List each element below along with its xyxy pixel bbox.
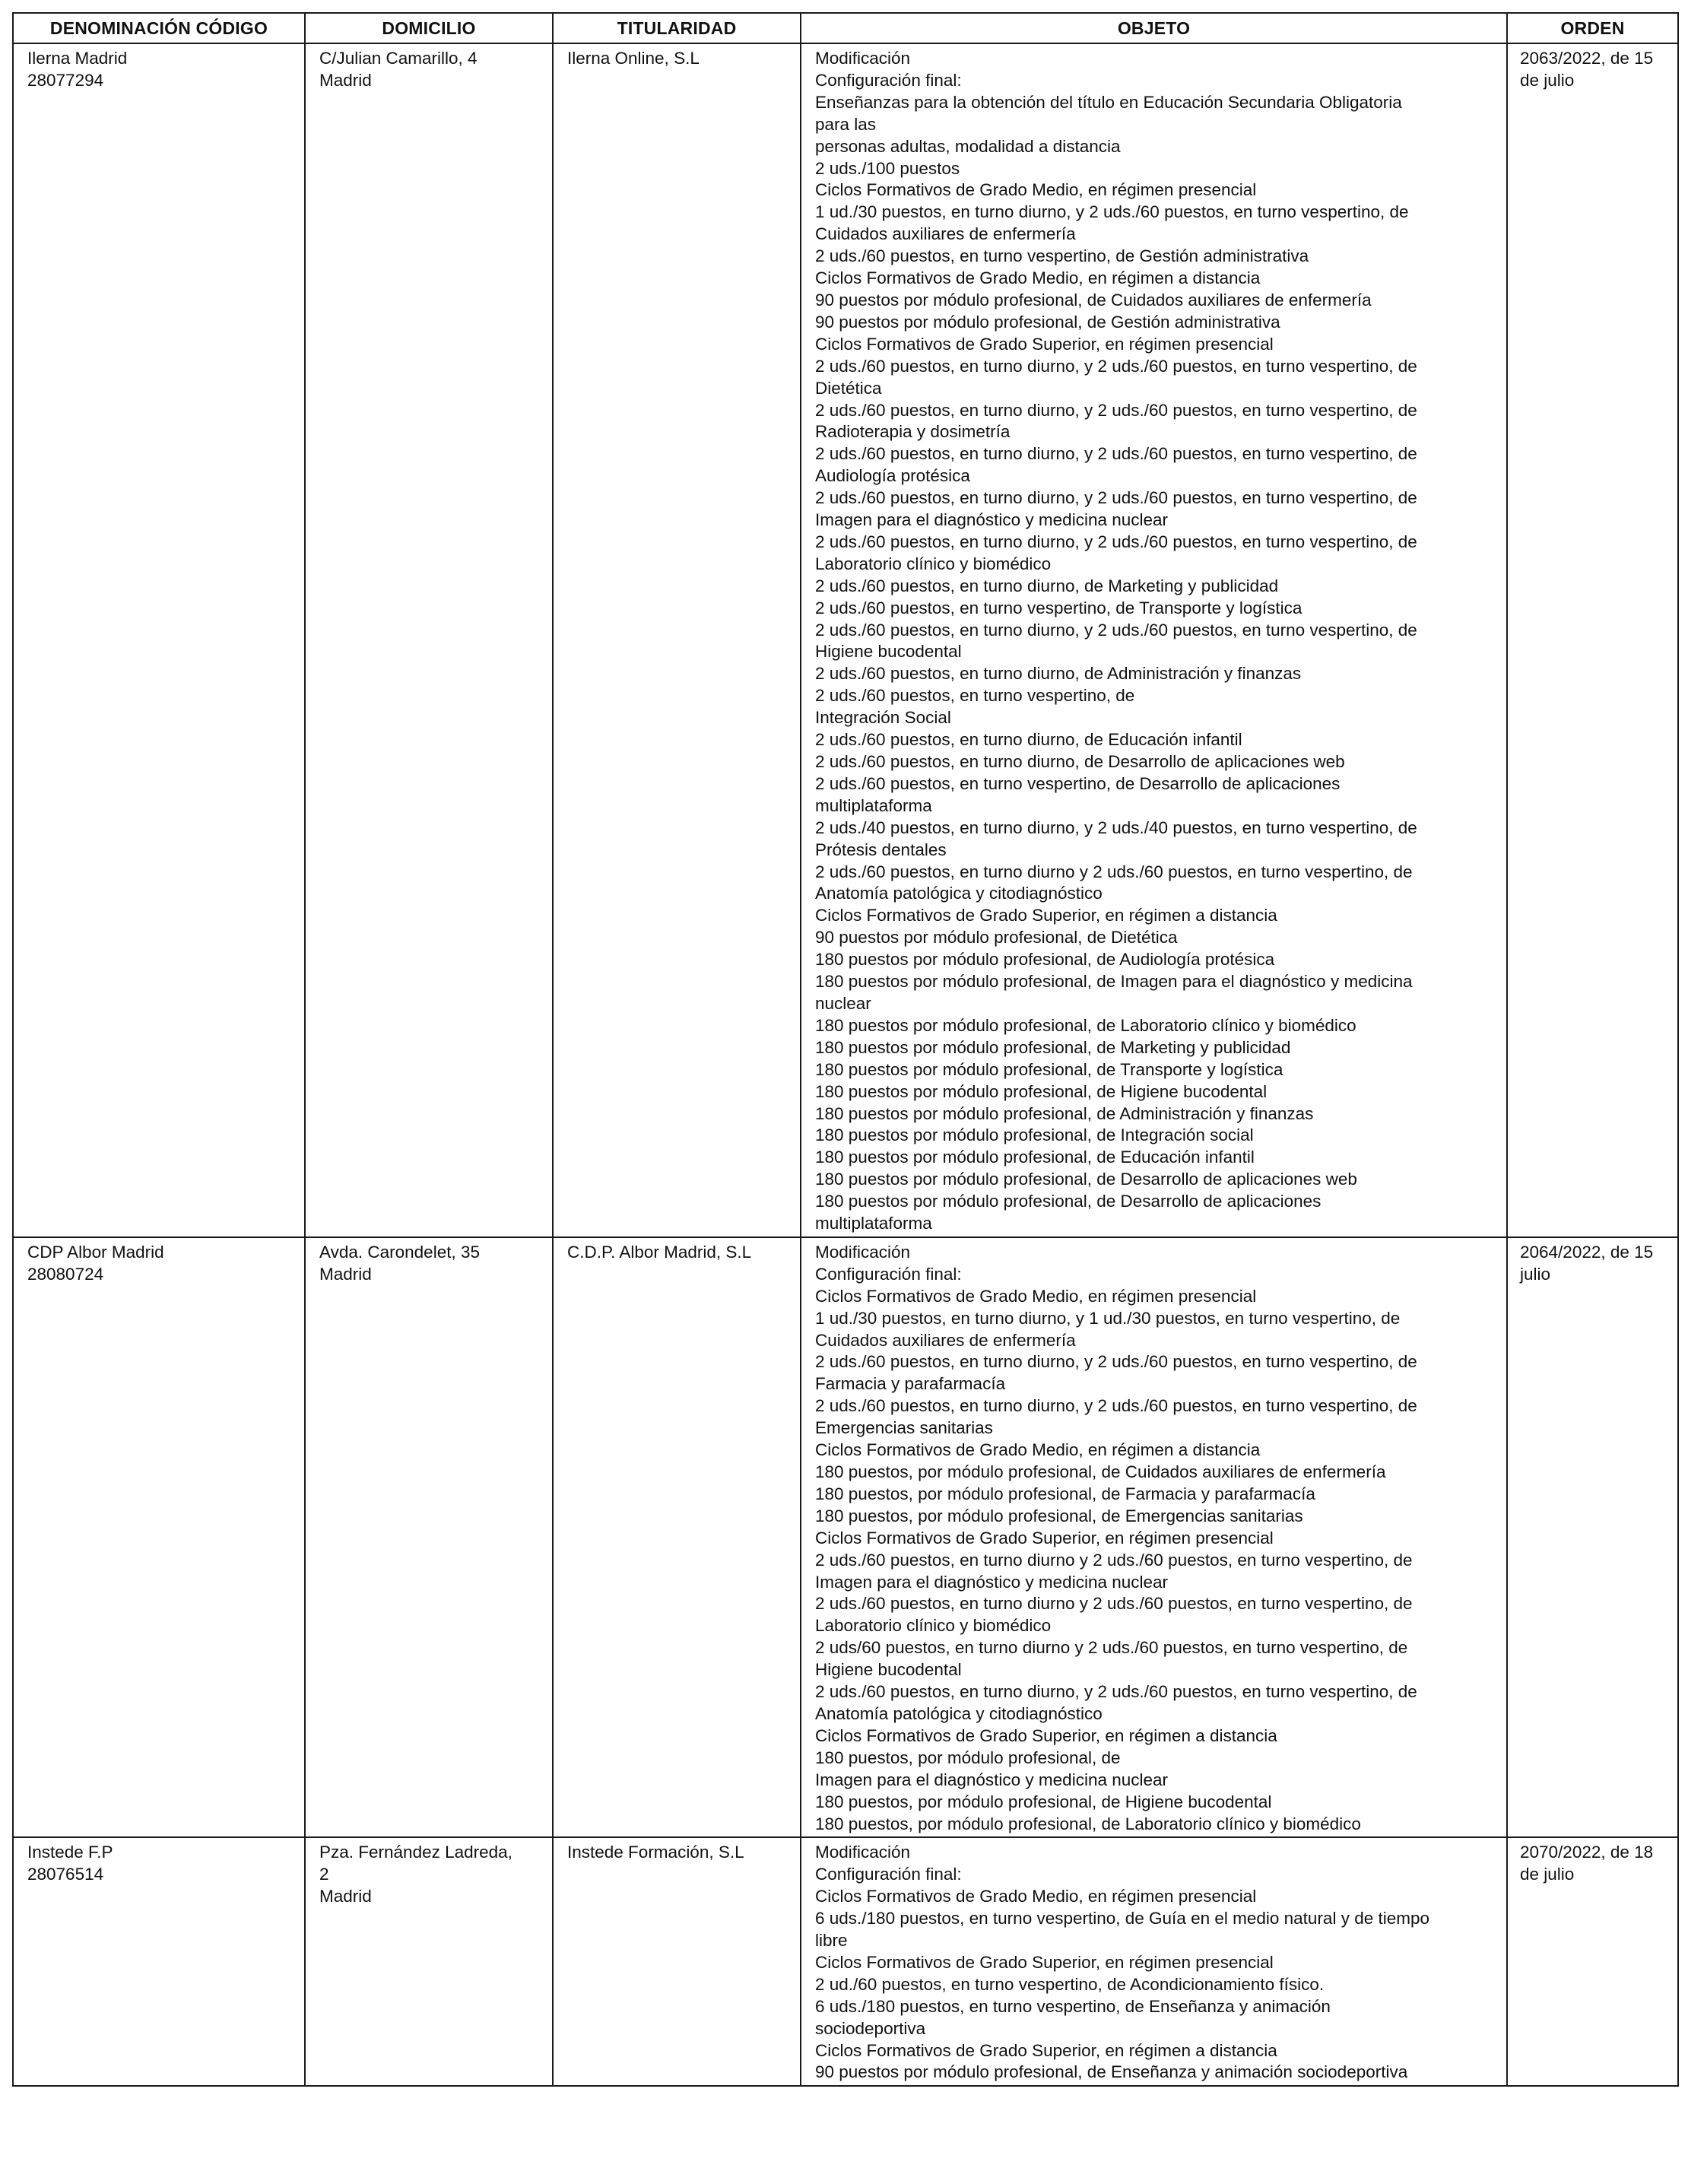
objeto-line: personas adultas, modalidad a distancia: [815, 136, 1121, 156]
titularidad-text: Instede Formación, S.L: [567, 1843, 744, 1862]
codigo-text: 28080724: [27, 1264, 104, 1284]
cell-objeto: [801, 1837, 1507, 2086]
domicilio-line: Avda. Carondelet, 35: [319, 1242, 480, 1262]
objeto-line: 2 uds./60 puestos, en turno diurno, y 2 uds./60 puestos, en turno vespertino, de: [815, 620, 1417, 640]
objeto-line: 90 puestos por módulo profesional, de Dietética: [815, 928, 1178, 948]
objeto-line: Cuidados auxiliares de enfermería: [815, 224, 1076, 244]
objeto-line: Imagen para el diagnóstico y medicina nuclear: [815, 510, 1169, 530]
objeto-line: 180 puestos por módulo profesional, de Administración y finanzas: [815, 1103, 1314, 1123]
domicilio-line: Madrid: [319, 1887, 372, 1906]
objeto-line: Enseñanzas para la obtención del título en Educación Secundaria Obligatoria: [815, 92, 1402, 112]
objeto-line: libre: [815, 1931, 848, 1951]
objeto-line: Emergencias sanitarias: [815, 1418, 993, 1438]
objeto-line: 180 puestos por módulo profesional, de Transporte y logística: [815, 1059, 1283, 1079]
objeto-line: 2 uds./60 puestos, en turno diurno y 2 uds./60 puestos, en turno vespertino, de: [815, 1594, 1413, 1614]
objeto-line: Dietética: [815, 378, 882, 398]
objeto-line: 180 puestos por módulo profesional, de Higiene bucodental: [815, 1081, 1268, 1101]
centers-table: [12, 12, 1679, 2087]
objeto-line: Anatomía patológica y citodiagnóstico: [815, 1703, 1103, 1723]
table-row: [13, 1237, 1678, 1837]
objeto-line: Ciclos Formativos de Grado Medio, en régimen presencial: [815, 180, 1257, 200]
objeto-line: Ciclos Formativos de Grado Superior, en régimen presencial: [815, 334, 1274, 354]
cell-orden: [1507, 1837, 1678, 2086]
cell-titularidad: [553, 43, 801, 1237]
objeto-line: Ciclos Formativos de Grado Medio, en régimen presencial: [815, 1286, 1257, 1306]
objeto-line: Ciclos Formativos de Grado Medio, en régimen presencial: [815, 1887, 1257, 1906]
objeto-line: 2 uds./60 puestos, en turno diurno, y 2 uds./60 puestos, en turno vespertino, de: [815, 1396, 1417, 1416]
objeto-line: 90 puestos por módulo profesional, de Gestión administrativa: [815, 312, 1280, 332]
objeto-line: 180 puestos por módulo profesional, de Educación infantil: [815, 1148, 1255, 1167]
objeto-line: 180 puestos, por módulo profesional, de Emergencias sanitarias: [815, 1506, 1303, 1525]
objeto-line: 2 uds./100 puestos: [815, 158, 960, 178]
objeto-line: Modificación: [815, 1242, 911, 1262]
objeto-line: nuclear: [815, 993, 871, 1013]
domicilio-line: Pza. Fernández Ladreda,: [319, 1843, 512, 1862]
objeto-line: multiplataforma: [815, 1214, 932, 1233]
objeto-line: 180 puestos por módulo profesional, de Desarrollo de aplicaciones: [815, 1192, 1322, 1211]
objeto-line: 180 puestos por módulo profesional, de Desarrollo de aplicaciones web: [815, 1170, 1357, 1189]
document-page: [12, 12, 1677, 2087]
objeto-line: Configuración final:: [815, 1264, 962, 1284]
objeto-line: Audiología protésica: [815, 466, 970, 486]
objeto-line: 2 uds./60 puestos, en turno diurno, de Desarrollo de aplicaciones web: [815, 752, 1345, 771]
objeto-line: 180 puestos por módulo profesional, de Laboratorio clínico y biomédico: [815, 1015, 1356, 1035]
objeto-line: Radioterapia y dosimetría: [815, 422, 1011, 442]
objeto-line: Ciclos Formativos de Grado Superior, en régimen a distancia: [815, 1725, 1277, 1745]
objeto-line: Imagen para el diagnóstico y medicina nuclear: [815, 1572, 1169, 1592]
orden-text: 2070/2022, de 18 de julio: [1520, 1843, 1654, 1884]
cell-denominacion-codigo: [13, 43, 305, 1237]
objeto-line: 2 uds./60 puestos, en turno diurno y 2 uds./60 puestos, en turno vespertino, de: [815, 1550, 1413, 1570]
objeto-line: para las: [815, 114, 877, 134]
objeto-line: 180 puestos por módulo profesional, de Imagen para el diagnóstico y medicina: [815, 972, 1413, 992]
objeto-line: Ciclos Formativos de Grado Superior, en régimen a distancia: [815, 2040, 1277, 2060]
objeto-line: Anatomía patológica y citodiagnóstico: [815, 884, 1103, 903]
objeto-line: Integración Social: [815, 708, 951, 728]
cell-titularidad: [553, 1837, 801, 2086]
objeto-line: 1 ud./30 puestos, en turno diurno, y 1 ud./30 puestos, en turno vespertino, de: [815, 1308, 1401, 1328]
table-row: [13, 43, 1678, 1237]
objeto-line: 2 uds./60 puestos, en turno diurno, y 2 uds./60 puestos, en turno vespertino, de: [815, 532, 1417, 551]
codigo-text: 28077294: [27, 70, 104, 90]
cell-denominacion-codigo: [13, 1237, 305, 1837]
denominacion-text: Ilerna Madrid: [27, 49, 128, 68]
objeto-line: 2 uds./60 puestos, en turno vespertino, de Transporte y logística: [815, 598, 1302, 617]
domicilio-line: Madrid: [319, 1264, 372, 1284]
cell-domicilio: [305, 1837, 553, 2086]
objeto-line: 2 uds./60 puestos, en turno vespertino, de Gestión administrativa: [815, 246, 1309, 266]
objeto-line: 2 uds/60 puestos, en turno diurno y 2 uds./60 puestos, en turno vespertino, de: [815, 1638, 1408, 1658]
objeto-line: 180 puestos, por módulo profesional, de Farmacia y parafarmacía: [815, 1484, 1315, 1503]
objeto-line: Configuración final:: [815, 1865, 962, 1884]
cell-orden: [1507, 1237, 1678, 1837]
header-orden: ORDEN: [1507, 13, 1678, 43]
objeto-line: 1 ud./30 puestos, en turno diurno, y 2 uds./60 puestos, en turno vespertino, de: [815, 202, 1409, 222]
orden-text: 2064/2022, de 15 julio: [1520, 1242, 1654, 1284]
objeto-line: Ciclos Formativos de Grado Superior, en régimen a distancia: [815, 906, 1277, 925]
codigo-text: 28076514: [27, 1865, 104, 1884]
denominacion-text: Instede F.P: [27, 1843, 113, 1862]
objeto-line: 2 uds./60 puestos, en turno diurno y 2 uds./60 puestos, en turno vespertino, de: [815, 862, 1413, 881]
objeto-line: Ciclos Formativos de Grado Superior, en régimen presencial: [815, 1952, 1274, 1972]
domicilio-line: C/Julian Camarillo, 4: [319, 49, 478, 68]
cell-domicilio: [305, 1237, 553, 1837]
orden-text: 2063/2022, de 15 de julio: [1520, 49, 1654, 90]
objeto-line: 6 uds./180 puestos, en turno vespertino, de Guía en el medio natural y de tiempo: [815, 1909, 1430, 1928]
objeto-line: Modificación: [815, 49, 911, 68]
objeto-line: Ciclos Formativos de Grado Superior, en régimen presencial: [815, 1528, 1274, 1548]
objeto-line: 180 puestos por módulo profesional, de Audiología protésica: [815, 950, 1275, 970]
objeto-line: 180 puestos por módulo profesional, de Marketing y publicidad: [815, 1037, 1291, 1057]
objeto-line: Ciclos Formativos de Grado Medio, en régimen a distancia: [815, 1440, 1261, 1460]
table-row: [13, 1837, 1678, 2086]
objeto-line: Higiene bucodental: [815, 1660, 962, 1680]
objeto-line: 2 uds./60 puestos, en turno diurno, y 2 uds./60 puestos, en turno vespertino, de: [815, 444, 1417, 464]
objeto-line: 2 uds./60 puestos, en turno diurno, y 2 uds./60 puestos, en turno vespertino, de: [815, 1682, 1417, 1702]
cell-objeto: [801, 43, 1507, 1237]
objeto-line: 2 uds./60 puestos, en turno diurno, de Administración y finanzas: [815, 664, 1302, 684]
cell-denominacion-codigo: [13, 1837, 305, 2086]
objeto-line: 2 uds./60 puestos, en turno diurno, de Educación infantil: [815, 730, 1242, 750]
objeto-line: 180 puestos, por módulo profesional, de: [815, 1748, 1121, 1767]
objeto-line: 6 uds./180 puestos, en turno vespertino, de Enseñanza y animación: [815, 1996, 1331, 2016]
header-objeto: OBJETO: [801, 13, 1507, 43]
domicilio-line: 2: [319, 1865, 329, 1884]
header-titularidad: TITULARIDAD: [553, 13, 801, 43]
denominacion-text: CDP Albor Madrid: [27, 1242, 164, 1262]
objeto-line: 90 puestos por módulo profesional, de Enseñanza y animación sociodeportiva: [815, 2062, 1408, 2082]
titularidad-text: C.D.P. Albor Madrid, S.L: [567, 1242, 752, 1262]
objeto-line: Cuidados auxiliares de enfermería: [815, 1330, 1076, 1350]
objeto-line: 2 uds./60 puestos, en turno diurno, de Marketing y publicidad: [815, 576, 1279, 595]
objeto-line: 2 uds./60 puestos, en turno diurno, y 2 uds./60 puestos, en turno vespertino, de: [815, 400, 1417, 420]
objeto-line: Prótesis dentales: [815, 840, 947, 859]
domicilio-line: Madrid: [319, 70, 372, 90]
header-denominacion-codigo: DENOMINACIÓN CÓDIGO: [13, 13, 305, 43]
objeto-line: Modificación: [815, 1843, 911, 1862]
objeto-line: Higiene bucodental: [815, 642, 962, 662]
cell-orden: [1507, 43, 1678, 1237]
objeto-line: 180 puestos, por módulo profesional, de Laboratorio clínico y biomédico: [815, 1814, 1361, 1833]
objeto-line: 180 puestos, por módulo profesional, de Higiene bucodental: [815, 1792, 1272, 1811]
header-domicilio: DOMICILIO: [305, 13, 553, 43]
objeto-line: Laboratorio clínico y biomédico: [815, 554, 1052, 573]
objeto-line: multiplataforma: [815, 795, 932, 815]
objeto-line: Ciclos Formativos de Grado Medio, en régimen a distancia: [815, 268, 1261, 288]
objeto-line: 2 uds./60 puestos, en turno diurno, y 2 uds./60 puestos, en turno vespertino, de: [815, 488, 1417, 508]
objeto-line: 2 uds./60 puestos, en turno diurno, y 2 uds./60 puestos, en turno vespertino, de: [815, 1352, 1417, 1372]
objeto-line: sociodeportiva: [815, 2018, 926, 2038]
objeto-line: 2 ud./60 puestos, en turno vespertino, de Acondicionamiento físico.: [815, 1974, 1325, 1994]
objeto-line: 2 uds./60 puestos, en turno vespertino, de: [815, 686, 1135, 706]
cell-objeto: [801, 1237, 1507, 1837]
cell-titularidad: [553, 1237, 801, 1837]
objeto-line: 180 puestos por módulo profesional, de Integración social: [815, 1125, 1254, 1145]
titularidad-text: Ilerna Online, S.L: [567, 49, 700, 68]
objeto-line: Configuración final:: [815, 70, 962, 90]
objeto-line: Imagen para el diagnóstico y medicina nuclear: [815, 1770, 1169, 1789]
objeto-line: 2 uds./60 puestos, en turno vespertino, de Desarrollo de aplicaciones: [815, 773, 1341, 793]
objeto-line: 2 uds./40 puestos, en turno diurno, y 2 uds./40 puestos, en turno vespertino, de: [815, 817, 1417, 837]
objeto-line: 2 uds./60 puestos, en turno diurno, y 2 uds./60 puestos, en turno vespertino, de: [815, 356, 1417, 376]
objeto-line: Laboratorio clínico y biomédico: [815, 1616, 1052, 1636]
table-header-row: [13, 13, 1678, 43]
objeto-line: Farmacia y parafarmacía: [815, 1374, 1006, 1394]
objeto-line: 90 puestos por módulo profesional, de Cuidados auxiliares de enfermería: [815, 290, 1372, 310]
objeto-line: 180 puestos, por módulo profesional, de Cuidados auxiliares de enfermería: [815, 1462, 1386, 1481]
cell-domicilio: [305, 43, 553, 1237]
